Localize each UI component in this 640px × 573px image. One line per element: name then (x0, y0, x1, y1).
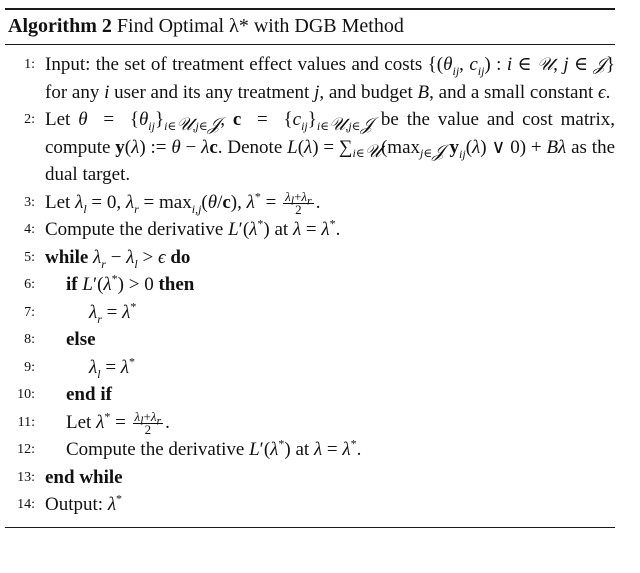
line-number: 9: (24, 359, 35, 375)
line-text: Output: λ* (45, 491, 123, 515)
line-text: Input: the set of treatment effect values and costs {($\theta_{ij}$, $c_{ij}$) : i ∈ 𝒰, j ∈ 𝒥} for any i user and its any treatment j, and budget B, and a small constant ϵ. (45, 54, 616, 103)
line-text: $\lambda_r = \lambda^*$ (89, 299, 137, 326)
algorithm-title: Find Optimal λ* with DGB Method (116, 15, 404, 37)
algorithm-caption (5, 10, 615, 42)
algorithm-line (5, 409, 615, 437)
algorithm-line (5, 381, 615, 409)
line-text: Let $\theta = \{\theta_{ij}\}_{i\in 𝒰,j\in 𝒥}$, $c = \{c_{ij}\}_{i\in 𝒰,j\in 𝒥}$ be the value and cost matrix, compute y(λ) := θ − λc. Denote $L(\lambda) = \sum_{i\in 𝒰}(\max_{j\in 𝒥}$ $y_{ij}(\lambda)$ ∨ 0) + Bλ as the dual target. (45, 109, 616, 185)
algorithm-line (5, 491, 615, 519)
algorithm-label: Algorithm 2 (8, 15, 112, 37)
line-number: 14: (17, 497, 35, 512)
line-text: $\lambda_l = \lambda^*$ (89, 354, 136, 381)
algorithm-line (5, 354, 615, 382)
algorithm-line (5, 299, 615, 327)
line-number: 6: (24, 277, 35, 292)
algorithm-line (5, 216, 615, 244)
line-number: 5: (24, 249, 35, 265)
line-number: 8: (24, 332, 35, 347)
line-number: 11: (17, 414, 35, 430)
algorithm-body (5, 45, 615, 527)
line-text: Let $\lambda_l = 0$, $\lambda_r = \max_{i,j}(\theta/c)$, λ* = $\frac{\lambda_l+\lambda_r}{2}$ . (45, 188, 321, 217)
line-number: 13: (17, 469, 35, 485)
line-text: Compute the derivative L′(λ*) at λ = λ*. (45, 216, 341, 240)
line-text: while $\lambda_r - \lambda_l > \epsilon$ do (45, 246, 191, 271)
line-number: 10: (17, 387, 35, 402)
line-number: 3: (24, 194, 35, 210)
line-number: 12: (17, 442, 35, 457)
line-text: end if (66, 384, 112, 405)
algorithm-line (5, 51, 615, 106)
algorithm-line (5, 271, 615, 299)
algorithm-line (5, 326, 615, 354)
line-number: 2: (24, 112, 35, 127)
line-number: 7: (24, 304, 35, 320)
algorithm-line (5, 436, 615, 464)
algorithm-block (5, 8, 615, 528)
line-text: Let λ* = $\frac{\lambda_l+\lambda_r}{2}$ . (66, 408, 170, 437)
line-text: if L′(λ*) > 0 then (66, 271, 195, 295)
algorithm-line (5, 464, 615, 492)
line-text: Compute the derivative L′(λ*) at λ = λ*. (66, 436, 362, 460)
algorithm-line (5, 189, 615, 217)
line-text: end while (45, 466, 123, 488)
line-number: 4: (24, 222, 35, 237)
algorithm-line (5, 244, 615, 272)
algorithm-line (5, 106, 615, 189)
line-number: 1: (24, 57, 35, 72)
line-text: else (66, 329, 96, 350)
bottom-rule (5, 527, 615, 528)
